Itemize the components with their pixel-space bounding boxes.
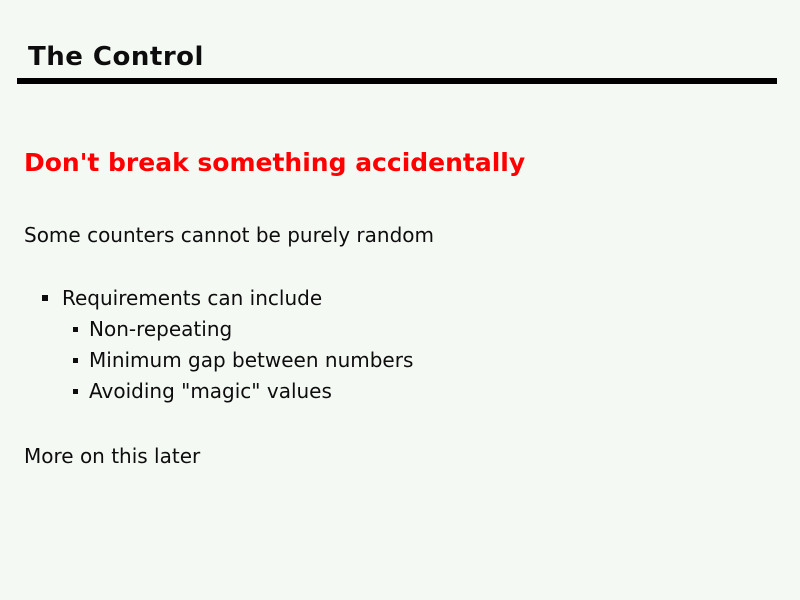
bullet-item-level2 xyxy=(73,317,232,341)
square-bullet-icon xyxy=(42,295,48,301)
title-underline-rule xyxy=(17,78,777,84)
slide-heading: Don't break something accidentally xyxy=(24,148,526,177)
bullet-label: Avoiding "magic" values xyxy=(89,379,332,403)
bullet-item-level2 xyxy=(73,348,413,372)
intro-text: Some counters cannot be purely random xyxy=(24,223,434,247)
square-bullet-icon xyxy=(73,327,78,332)
slide-title: The Control xyxy=(28,42,204,72)
bullet-label: Non-repeating xyxy=(89,317,233,341)
bullet-label: Minimum gap between numbers xyxy=(89,348,414,372)
bullet-item-level1 xyxy=(42,286,322,310)
footer-text: More on this later xyxy=(24,444,201,468)
square-bullet-icon xyxy=(73,358,78,363)
square-bullet-icon xyxy=(73,389,78,394)
bullet-item-level2 xyxy=(73,379,332,403)
bullet-label: Requirements can include xyxy=(62,286,323,310)
